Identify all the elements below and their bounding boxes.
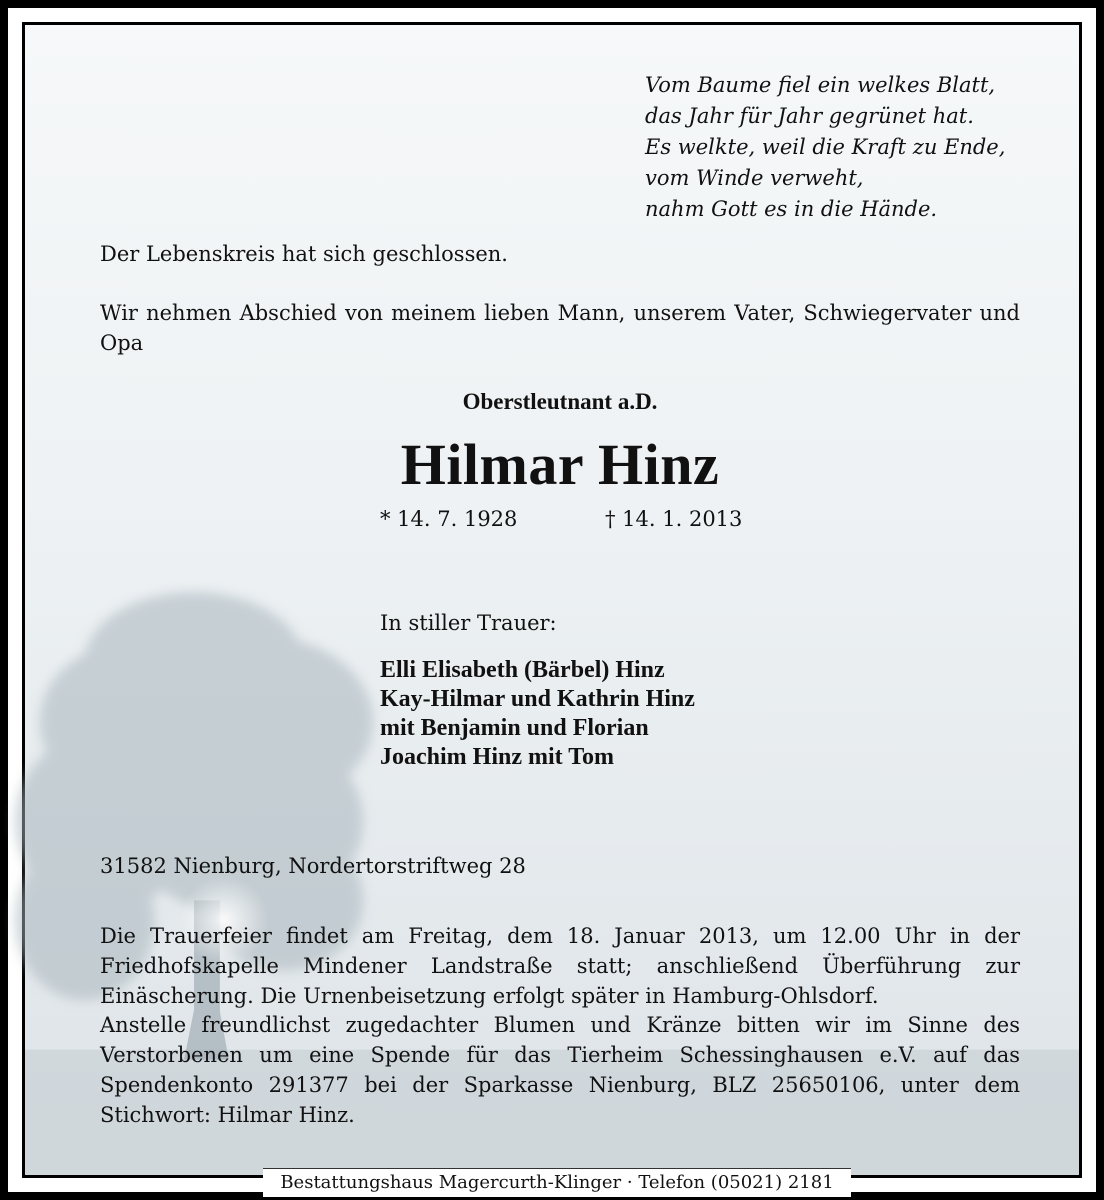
- donation-text: Anstelle freundlichst zugedachter Blumen und Kränze bitten wir im Sinne des Verstorbenen um eine Spende für das Tierheim Schessinghausen e.V. auf das Spendenkonto 291377 bei der Sparkasse Nienburg, BLZ 25650106, unter dem Stichwort: Hilmar Hinz.: [100, 1013, 1020, 1127]
- obituary-frame: [22, 22, 1082, 1193]
- poem-line: das Jahr für Jahr gegrünet hat.: [645, 104, 974, 128]
- death-date: † 14. 1. 2013: [605, 507, 743, 531]
- birth-date: * 14. 7. 1928: [380, 507, 518, 531]
- page-border: [8, 8, 1096, 1192]
- mourning-label: In stiller Trauer:: [380, 611, 557, 635]
- funeral-home-footer: Bestattungshaus Magercurth-Klinger · Telefon (05021) 2181: [263, 1168, 851, 1197]
- poem-line: Es welkte, weil die Kraft zu Ende,: [645, 135, 1006, 159]
- mourner-name: Joachim Hinz mit Tom: [380, 744, 615, 770]
- mourner-name: mit Benjamin und Florian: [380, 715, 649, 741]
- poem-line: nahm Gott es in die Hände.: [645, 197, 938, 221]
- deceased-name: Hilmar Hinz: [400, 432, 720, 497]
- family-address: 31582 Nienburg, Nordertorstriftweg 28: [100, 854, 526, 878]
- mourner-name: Kay-Hilmar und Kathrin Hinz: [380, 686, 695, 712]
- poem: [645, 70, 1005, 225]
- ceremony-text: Die Trauerfeier findet am Freitag, dem 18. Januar 2013, um 12.00 Uhr in der Friedhofskapelle Mindener Landstraße statt; anschließend Überführung zur Einäscherung. Die Urnenbeisetzung erfolgt später in Hamburg-Ohlsdorf.: [100, 924, 1020, 1008]
- poem-line: Vom Baume fiel ein welkes Blatt,: [645, 73, 996, 97]
- intro-text: Der Lebenskreis hat sich geschlossen.: [100, 242, 508, 266]
- mourners-list: [380, 656, 695, 772]
- poem-line: vom Winde verweht,: [645, 166, 864, 190]
- farewell-text: Wir nehmen Abschied von meinem lieben Mann, unserem Vater, Schwiegervater und Opa: [100, 301, 1020, 355]
- obituary-content: [25, 25, 1079, 1193]
- deceased-rank: Oberstleutnant a.D.: [462, 389, 658, 414]
- mourner-name: Elli Elisabeth (Bärbel) Hinz: [380, 657, 665, 683]
